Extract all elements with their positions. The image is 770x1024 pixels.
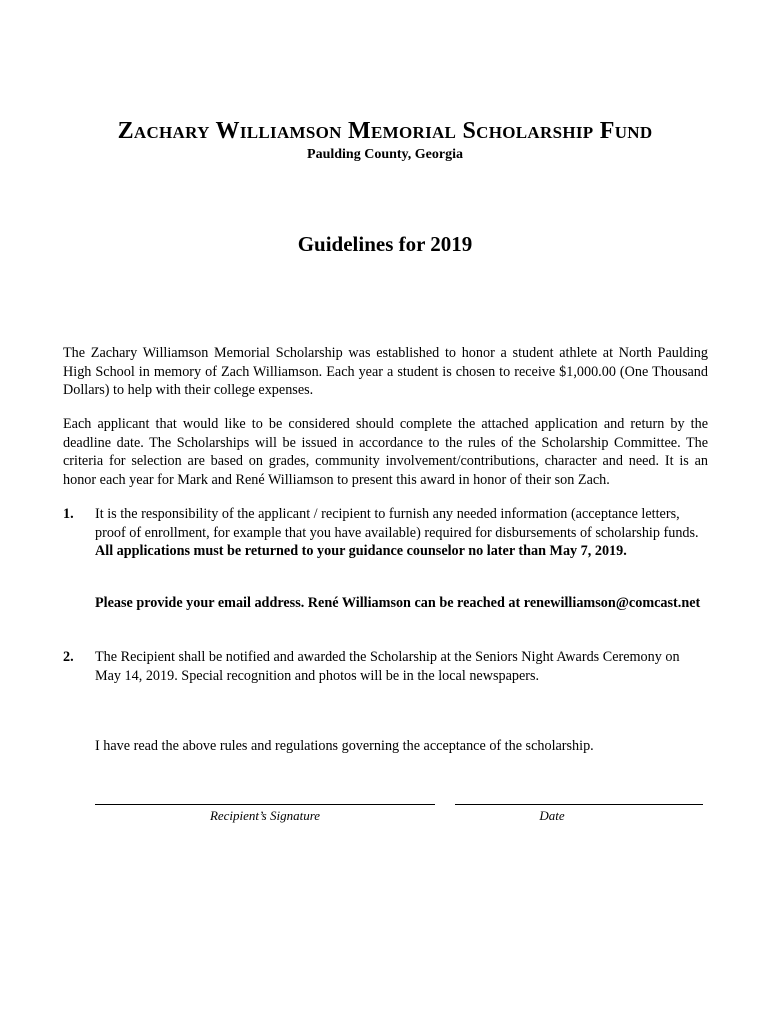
date-line[interactable] [455,804,703,805]
email-contact-note: Please provide your email address. René Williamson can be reached at renewilliamson@comcast.net [95,595,701,611]
item-number: 2. [63,649,74,665]
recipient-signature-label: Recipient’s Signature [209,808,321,823]
page-title: Guidelines for 2019 [297,232,473,256]
item-text: The Recipient shall be notified and awarded the Scholarship at the Seniors Night Awards Ceremony on May 14, 2019. Special recognition and photos will be in the local newspapers. [95,649,680,684]
recipient-signature-line[interactable] [95,804,435,805]
deadline-notice: All applications must be returned to your guidance counselor no later than May 7, 2019. [95,543,627,559]
intro-paragraph-2: Each applicant that would like to be considered should complete the attached application and return by the deadline date. The Scholarships will be issued in accordance to the rules of the Scholarship Committee. The criteria for selection are based on grades, community involvement/contributions, character and need. It is an honor each year for Mark and René Williamson to present this award in honor of their son Zach. [63,416,708,488]
acknowledgement-statement: I have read the above rules and regulations governing the acceptance of the scholarship. [95,738,594,754]
item-text: It is the responsibility of the applicant / recipient to furnish any needed information (acceptance letters, proof of enrollment, for example that you have available) required for disbursements of scholarship funds. [95,506,699,541]
date-label: Date [539,808,565,823]
item-number: 1. [63,506,74,522]
intro-paragraph-1: The Zachary Williamson Memorial Scholarship was established to honor a student athlete at North Paulding High School in memory of Zach Williamson. Each year a student is chosen to receive $1,000.00 (One Thousand Dollars) to help with their college expenses. [63,345,708,398]
item-body [95,505,708,561]
organization-location: Paulding County, Georgia [307,147,463,162]
organization-title: Zachary Williamson Memorial Scholarship Fund [117,118,653,144]
